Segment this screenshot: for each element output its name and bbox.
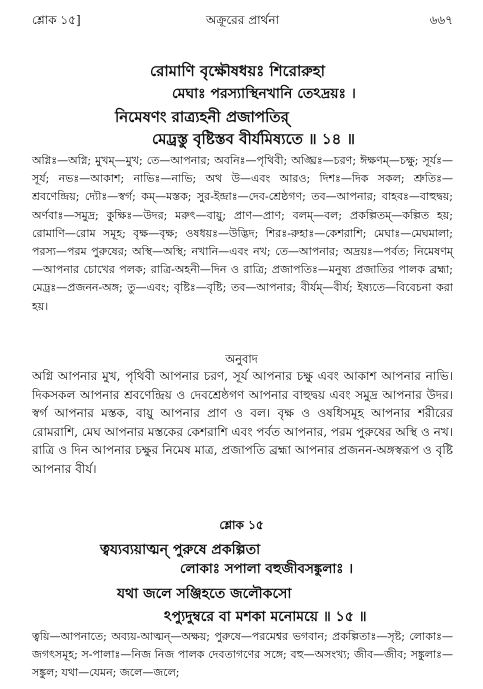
word-for-word-15: ত্বয়ি—আপনাতে; অব্যয়-আত্মন্—অক্ষয়; পুরুষে—পরমেশ্বর ভগবান; প্রকল্পিতাঃ—সৃষ্ট; লোকাঃ—জগৎসমূহ; স-পালাঃ—নিজ নিজ পালক দেবতাগণের সঙ্গে; বহু—অসংখ্য; জীব—জীব; সঙ্কুলাঃ—সঙ্কুল; যথা—যেমন; জলে—জলে; xyxy=(32,630,453,680)
translation-heading: অনুবাদ xyxy=(225,352,258,366)
page-number: ৬৬৭ xyxy=(429,13,453,27)
chapter-title: অক্রূরের প্রার্থনা xyxy=(205,13,280,27)
verse-15-line-1: ত্বয্যব্যয়াত্মন্ পুরুষে প্রকল্পিতা xyxy=(100,542,261,558)
verse-14-line-3: নিমেষণং রাত্র্যহনী প্রজাপতির্ xyxy=(115,108,289,126)
sloka-heading: শ্লোক ১৫ xyxy=(219,518,264,532)
page-header xyxy=(32,12,453,30)
verse-14-line-1: রোমাণি বৃক্ষৌষধয়ঃ শিরোরুহা xyxy=(150,62,326,80)
verse-14-line-2: মেঘাঃ পরস্যাস্থিনখানি তেঽদ্রয়ঃ । xyxy=(172,86,356,102)
verse-14-line-4: মেঢ্রস্তু বৃষ্টিস্তব বীর্যমিষ্যতে ॥ ১৪ ॥ xyxy=(152,130,356,148)
translation-14: অগ্নি আপনার মুখ, পৃথিবী আপনার চরণ, সূর্য আপনার চক্ষু এবং আকাশ আপনার নাভি। দিকসকল আপনার শ্রবণেন্দ্রিয় ও দেবশ্রেষ্ঠগণ আপনার বাহুদ্বয় এবং সমুদ্র আপনার উদর। স্বর্গ আপনার মস্তক, বায়ু আপনার প্রাণ ও বল। বৃক্ষ ও ওষধিসমূহ আপনার শরীরের রোমরাশি, মেঘ আপনার মস্তকের কেশরাশি এবং পর্বত আপনার, পরম পুরুষের অস্থি ও নখ। রাত্রি ও দিন আপনার চক্ষুর নিমেষ মাত্র, প্রজাপতি ব্রহ্মা আপনার প্রজনন-অঙ্গস্বরূপ ও বৃষ্টি আপনার বীর্য। xyxy=(32,369,453,476)
verse-reference: শ্লোক ১৫] xyxy=(32,13,81,27)
verse-15-line-4: ঽপ্যুদুম্বরে বা মশকা মনোময়ে ॥ ১৫ ॥ xyxy=(164,609,367,625)
word-for-word-14: অগ্নিঃ—অগ্নি; মুখম্—মুখ; তে—আপনার; অবনিঃ—পৃথিবী; অঙ্ঘ্রিঃ—চরণ; ঈক্ষণম্—চক্ষু; সূর্যঃ—সূর্য; নভঃ—আকাশ; নাভিঃ—নাভি; অথ উ—এবং আরও; দিশঃ—দিক সকল; শ্রুতিঃ—শ্রবণেন্দ্রিয়; দ্যৌঃ—স্বর্গ; কম্—মস্তক; সুর-ইন্দ্রাঃ—দেব-শ্রেষ্ঠগণ; তব—আপনার; বাহবঃ—বাহুদ্বয়; অর্ণবাঃ—সমুদ্র; কুক্ষিঃ—উদর; মরুৎ—বায়ু; প্রাণ—প্রাণ; বলম্—বল; প্রকল্পিতম্—কল্পিত হয়; রোমাণি—রোম সমূহ; বৃক্ষ—বৃক্ষ; ওষধয়ঃ—উদ্ভিদ; শিরঃ-রুহাঃ—কেশরাশি; মেঘাঃ—মেঘমালা; পরস্য—পরম পুরুষের; অস্থি—অস্থি; নখানি—এবং নখ; তে—আপনার; অদ্রয়ঃ—পর্বত; নিমেষণম্—আপনার চোখের পলক; রাত্রি-অহনী—দিন ও রাত্রি; প্রজাপতিঃ—মনুষ্য প্রজাতির পালক ব্রহ্মা; মেঢ্রঃ—প্রজনন-অঙ্গ; তু—এবং; বৃষ্টিঃ—বৃষ্টি; তব—আপনার; বীর্যম্—বীর্য; ইষ্যতে—বিবেচনা করা হয়। xyxy=(32,154,453,313)
verse-15-line-2: লোকাঃ সপালা বহুজীবসঙ্কুলাঃ । xyxy=(180,561,354,577)
verse-15-line-3: যথা জলে সঞ্জিহতে জলৌকসো xyxy=(117,586,292,602)
